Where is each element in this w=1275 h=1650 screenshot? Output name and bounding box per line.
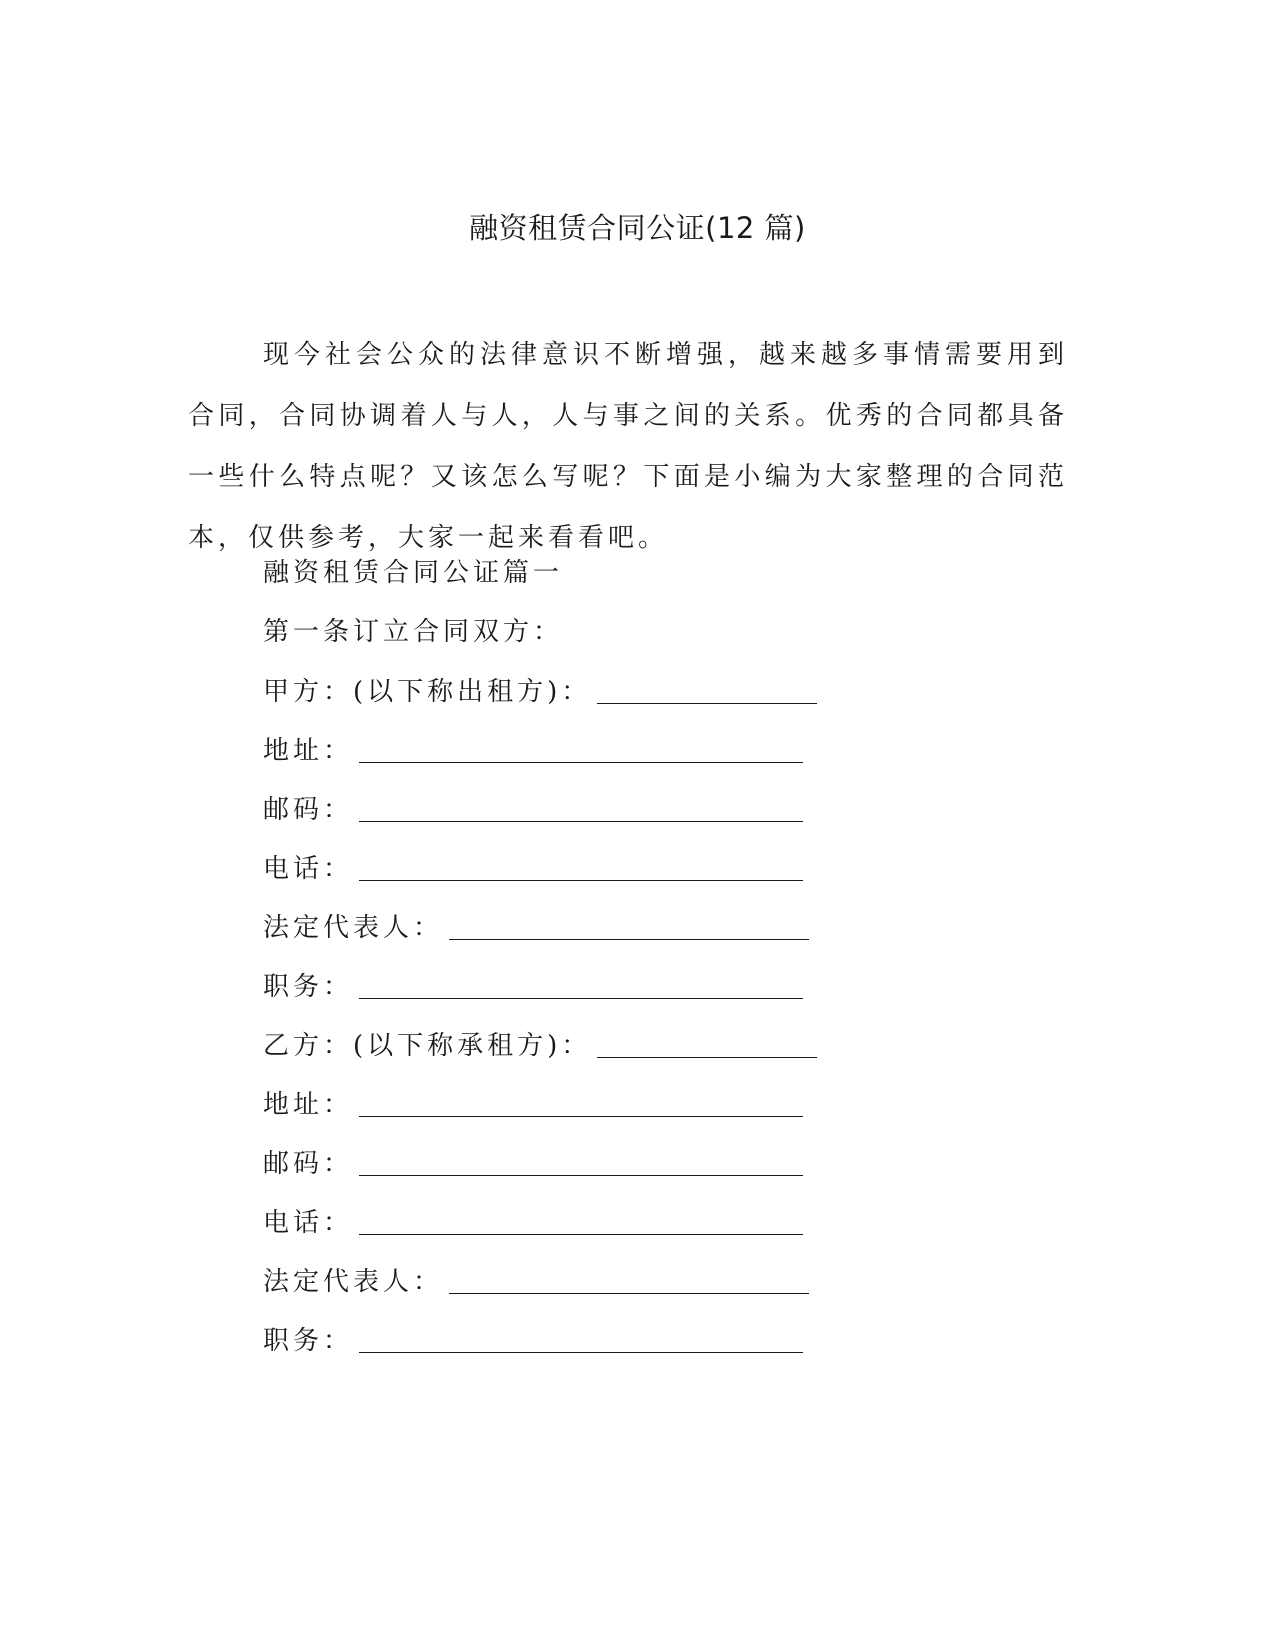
party-b-phone-row — [263, 1202, 803, 1243]
party-a-legal-rep-label: 法定代表人： — [263, 913, 444, 943]
party-a-legal-rep-row — [263, 907, 809, 948]
party-b-postcode-field[interactable] — [359, 1147, 803, 1176]
party-a-postcode-label: 邮码： — [263, 795, 354, 825]
article-1-text: 第一条订立合同双方： — [263, 617, 564, 647]
party-b-postcode-row — [263, 1143, 803, 1184]
party-a-label: 甲方：(以下称出租方)： — [263, 677, 592, 707]
document-title: 融资租赁合同公证(12 篇) — [469, 211, 806, 245]
party-a-position-field[interactable] — [359, 970, 803, 999]
party-b-position-field[interactable] — [359, 1324, 803, 1353]
party-b-address-field[interactable] — [359, 1088, 803, 1117]
party-a-address-label: 地址： — [263, 736, 354, 766]
party-b-position-row — [263, 1320, 803, 1361]
party-b-address-row — [263, 1084, 803, 1125]
party-a-postcode-row — [263, 789, 803, 830]
party-a-phone-row — [263, 848, 803, 889]
party-b-phone-label: 电话： — [263, 1208, 354, 1238]
party-b-postcode-label: 邮码： — [263, 1149, 354, 1179]
party-b-legal-rep-label: 法定代表人： — [263, 1267, 444, 1297]
party-a-phone-label: 电话： — [263, 854, 354, 884]
section-heading — [263, 553, 563, 593]
party-b-row — [263, 1025, 817, 1066]
party-b-address-label: 地址： — [263, 1090, 354, 1120]
section-heading-text: 融资租赁合同公证篇一 — [263, 558, 564, 588]
party-a-address-field[interactable] — [359, 734, 803, 763]
party-b-name-field[interactable] — [597, 1029, 817, 1058]
party-a-position-label: 职务： — [263, 972, 354, 1002]
party-a-address-row — [263, 730, 803, 771]
party-b-label: 乙方：(以下称承租方)： — [263, 1031, 592, 1061]
party-b-legal-rep-row — [263, 1261, 809, 1302]
party-b-phone-field[interactable] — [359, 1206, 803, 1235]
party-a-phone-field[interactable] — [359, 852, 803, 881]
intro-paragraph: 现今社会公众的法律意识不断增强，越来越多事情需要用到合同，合同协调着人与人，人与事之间的关系。优秀的合同都具备一些什么特点呢？又该怎么写呢？下面是小编为大家整理的合同范本，仅供参考，大家一起来看看吧。 — [188, 340, 1068, 553]
party-b-legal-rep-field[interactable] — [449, 1265, 809, 1294]
party-b-position-label: 职务： — [263, 1326, 354, 1356]
party-a-name-field[interactable] — [597, 675, 817, 704]
party-a-legal-rep-field[interactable] — [449, 911, 809, 940]
party-a-postcode-field[interactable] — [359, 793, 803, 822]
party-a-row — [263, 671, 817, 712]
article-1-heading — [263, 612, 563, 652]
party-a-position-row — [263, 966, 803, 1007]
